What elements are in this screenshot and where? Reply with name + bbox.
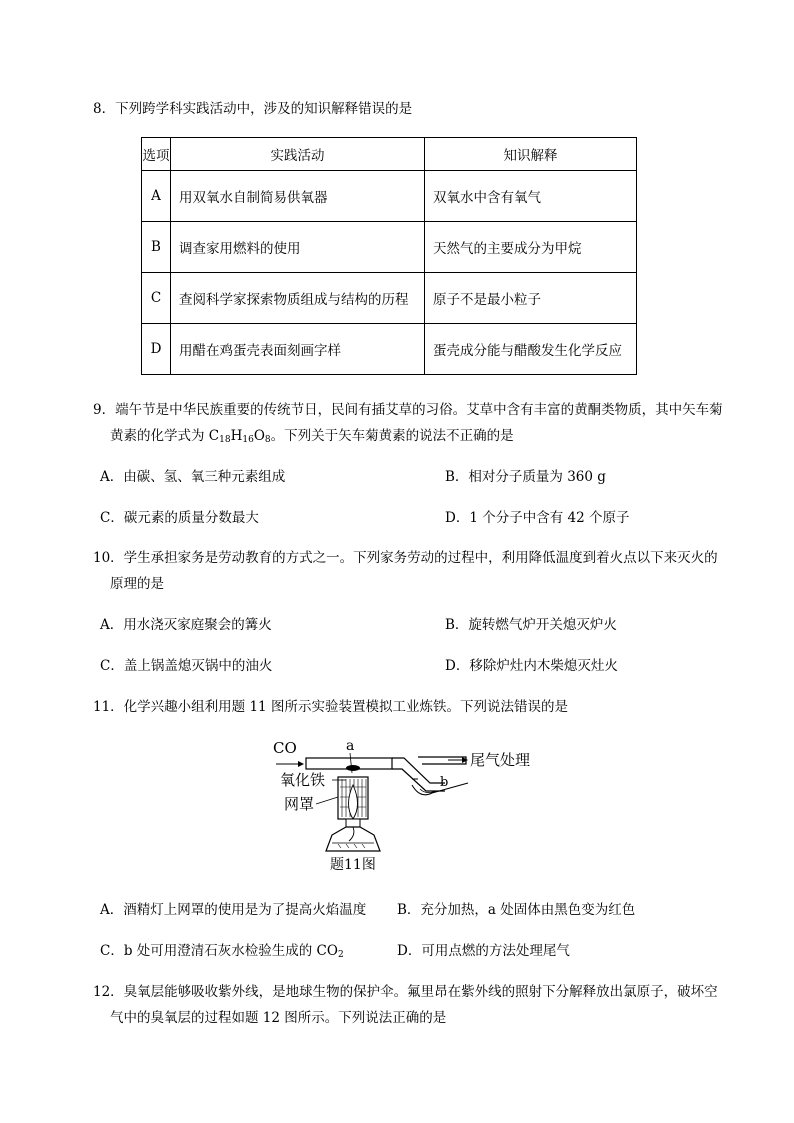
question-11-option-d[interactable]: D．可用点燃的方法处理尾气: [397, 943, 570, 959]
question-10-option-d[interactable]: D．移除炉灶内木柴熄灭灶火: [445, 658, 618, 674]
figure-caption: 题11图: [330, 857, 376, 873]
table-cell: C: [142, 273, 171, 324]
question-9-option-b[interactable]: B．相对分子质量为 360 g: [445, 469, 606, 485]
question-8-table: [141, 137, 637, 375]
table-cell: 原子不是最小粒子: [425, 273, 637, 324]
table-header-row: [142, 138, 637, 171]
question-9-stem-line2: [110, 424, 514, 445]
question-12-stem-line2: 气中的臭氧层的过程如题 12 图所示。下列说法正确的是: [110, 1010, 447, 1026]
question-11-option-c[interactable]: [100, 939, 344, 960]
co-label: CO: [273, 739, 297, 757]
question-8-stem: 8．下列跨学科实践活动中，涉及的知识解释错误的是: [93, 101, 413, 117]
formula-sub: 18: [219, 435, 231, 445]
a-label: a: [346, 738, 355, 754]
question-10-stem-line1: 10．学生承担家务是劳动教育的方式之一。下列家务劳动的过程中，利用降低温度到着火点以下来灭火的: [93, 550, 718, 566]
table-cell: 双氧水中含有氧气: [425, 171, 637, 222]
table-cell: B: [142, 222, 171, 273]
co2-subscript: 2: [337, 950, 344, 960]
table-header: 知识解释: [425, 138, 637, 171]
formula-element: O: [253, 428, 265, 444]
question-9-stem-suffix: 。下列关于矢车菊黄素的说法不正确的是: [270, 428, 514, 444]
apparatus-figure: [270, 735, 540, 875]
table-header: 实践活动: [171, 138, 425, 171]
table-row: [142, 222, 637, 273]
question-11-stem: 11．化学兴趣小组利用题 11 图所示实验装置模拟工业炼铁。下列说法错误的是: [93, 699, 568, 715]
formula-sub: 16: [242, 435, 254, 445]
option-c-text: C．b 处可用澄清石灰水检验生成的 CO: [100, 943, 338, 959]
table-row: [142, 273, 637, 324]
b-label: b: [440, 775, 449, 790]
exhaust-label: 尾气处理: [470, 751, 531, 769]
table-row: [142, 324, 637, 375]
iron-oxide-label: 氧化铁: [280, 771, 326, 789]
table-cell: 用双氧水自制简易供氧器: [171, 171, 425, 222]
alcohol-lamp: [326, 827, 380, 851]
question-9-option-a[interactable]: A．由碳、氢、氧三种元素组成: [100, 469, 286, 485]
bent-tube: [392, 758, 445, 791]
question-9-option-c[interactable]: C．碳元素的质量分数最大: [100, 510, 259, 526]
question-12-stem-line1: 12．臭氧层能够吸收紫外线，是地球生物的保护伞。氟里昂在紫外线的照射下分解释放出氯原子，破坏空: [93, 984, 718, 1000]
table-header: 选项: [142, 138, 171, 171]
question-10-option-c[interactable]: C．盖上锅盖熄灭锅中的油火: [100, 658, 273, 674]
formula-sub: 8: [264, 435, 271, 445]
question-10-option-b[interactable]: B．旋转燃气炉开关熄灭炉火: [445, 617, 617, 633]
table-cell: 用醋在鸡蛋壳表面刻画字样: [171, 324, 425, 375]
net-pointer: [316, 797, 338, 804]
inlet-arrowhead: [298, 761, 304, 767]
table-row: [142, 171, 637, 222]
question-11-option-b[interactable]: B．充分加热，a 处固体由黑色变为红色: [397, 902, 636, 918]
table-cell: 调查家用燃料的使用: [171, 222, 425, 273]
question-10-option-a[interactable]: A．用水浇灭家庭聚会的篝火: [100, 617, 272, 633]
table-cell: 蛋壳成分能与醋酸发生化学反应: [425, 324, 637, 375]
table-cell: A: [142, 171, 171, 222]
exhaust-arrowhead: [462, 757, 468, 763]
formula-element: H: [230, 428, 243, 444]
question-10-stem-line2: 原理的是: [110, 576, 164, 592]
net-label: 网罩: [284, 795, 315, 813]
table-cell: 天然气的主要成分为甲烷: [425, 222, 637, 273]
question-9-stem-line1: 9．端午节是中华民族重要的传统节日，民间有插艾草的习俗。艾草中含有丰富的黄酮类物质，其中矢车菊: [93, 402, 723, 418]
table-cell: 查阅科学家探索物质组成与结构的历程: [171, 273, 425, 324]
formula-prefix: 黄素的化学式为 C: [110, 428, 220, 444]
iron-oxide-solid: [346, 765, 360, 771]
question-11-option-a[interactable]: A．酒精灯上网罩的使用是为了提高火焰温度: [100, 902, 367, 918]
lamp-neck: [346, 819, 360, 827]
question-9-option-d[interactable]: D．1 个分子中含有 42 个原子: [445, 510, 630, 526]
table-cell: D: [142, 324, 171, 375]
